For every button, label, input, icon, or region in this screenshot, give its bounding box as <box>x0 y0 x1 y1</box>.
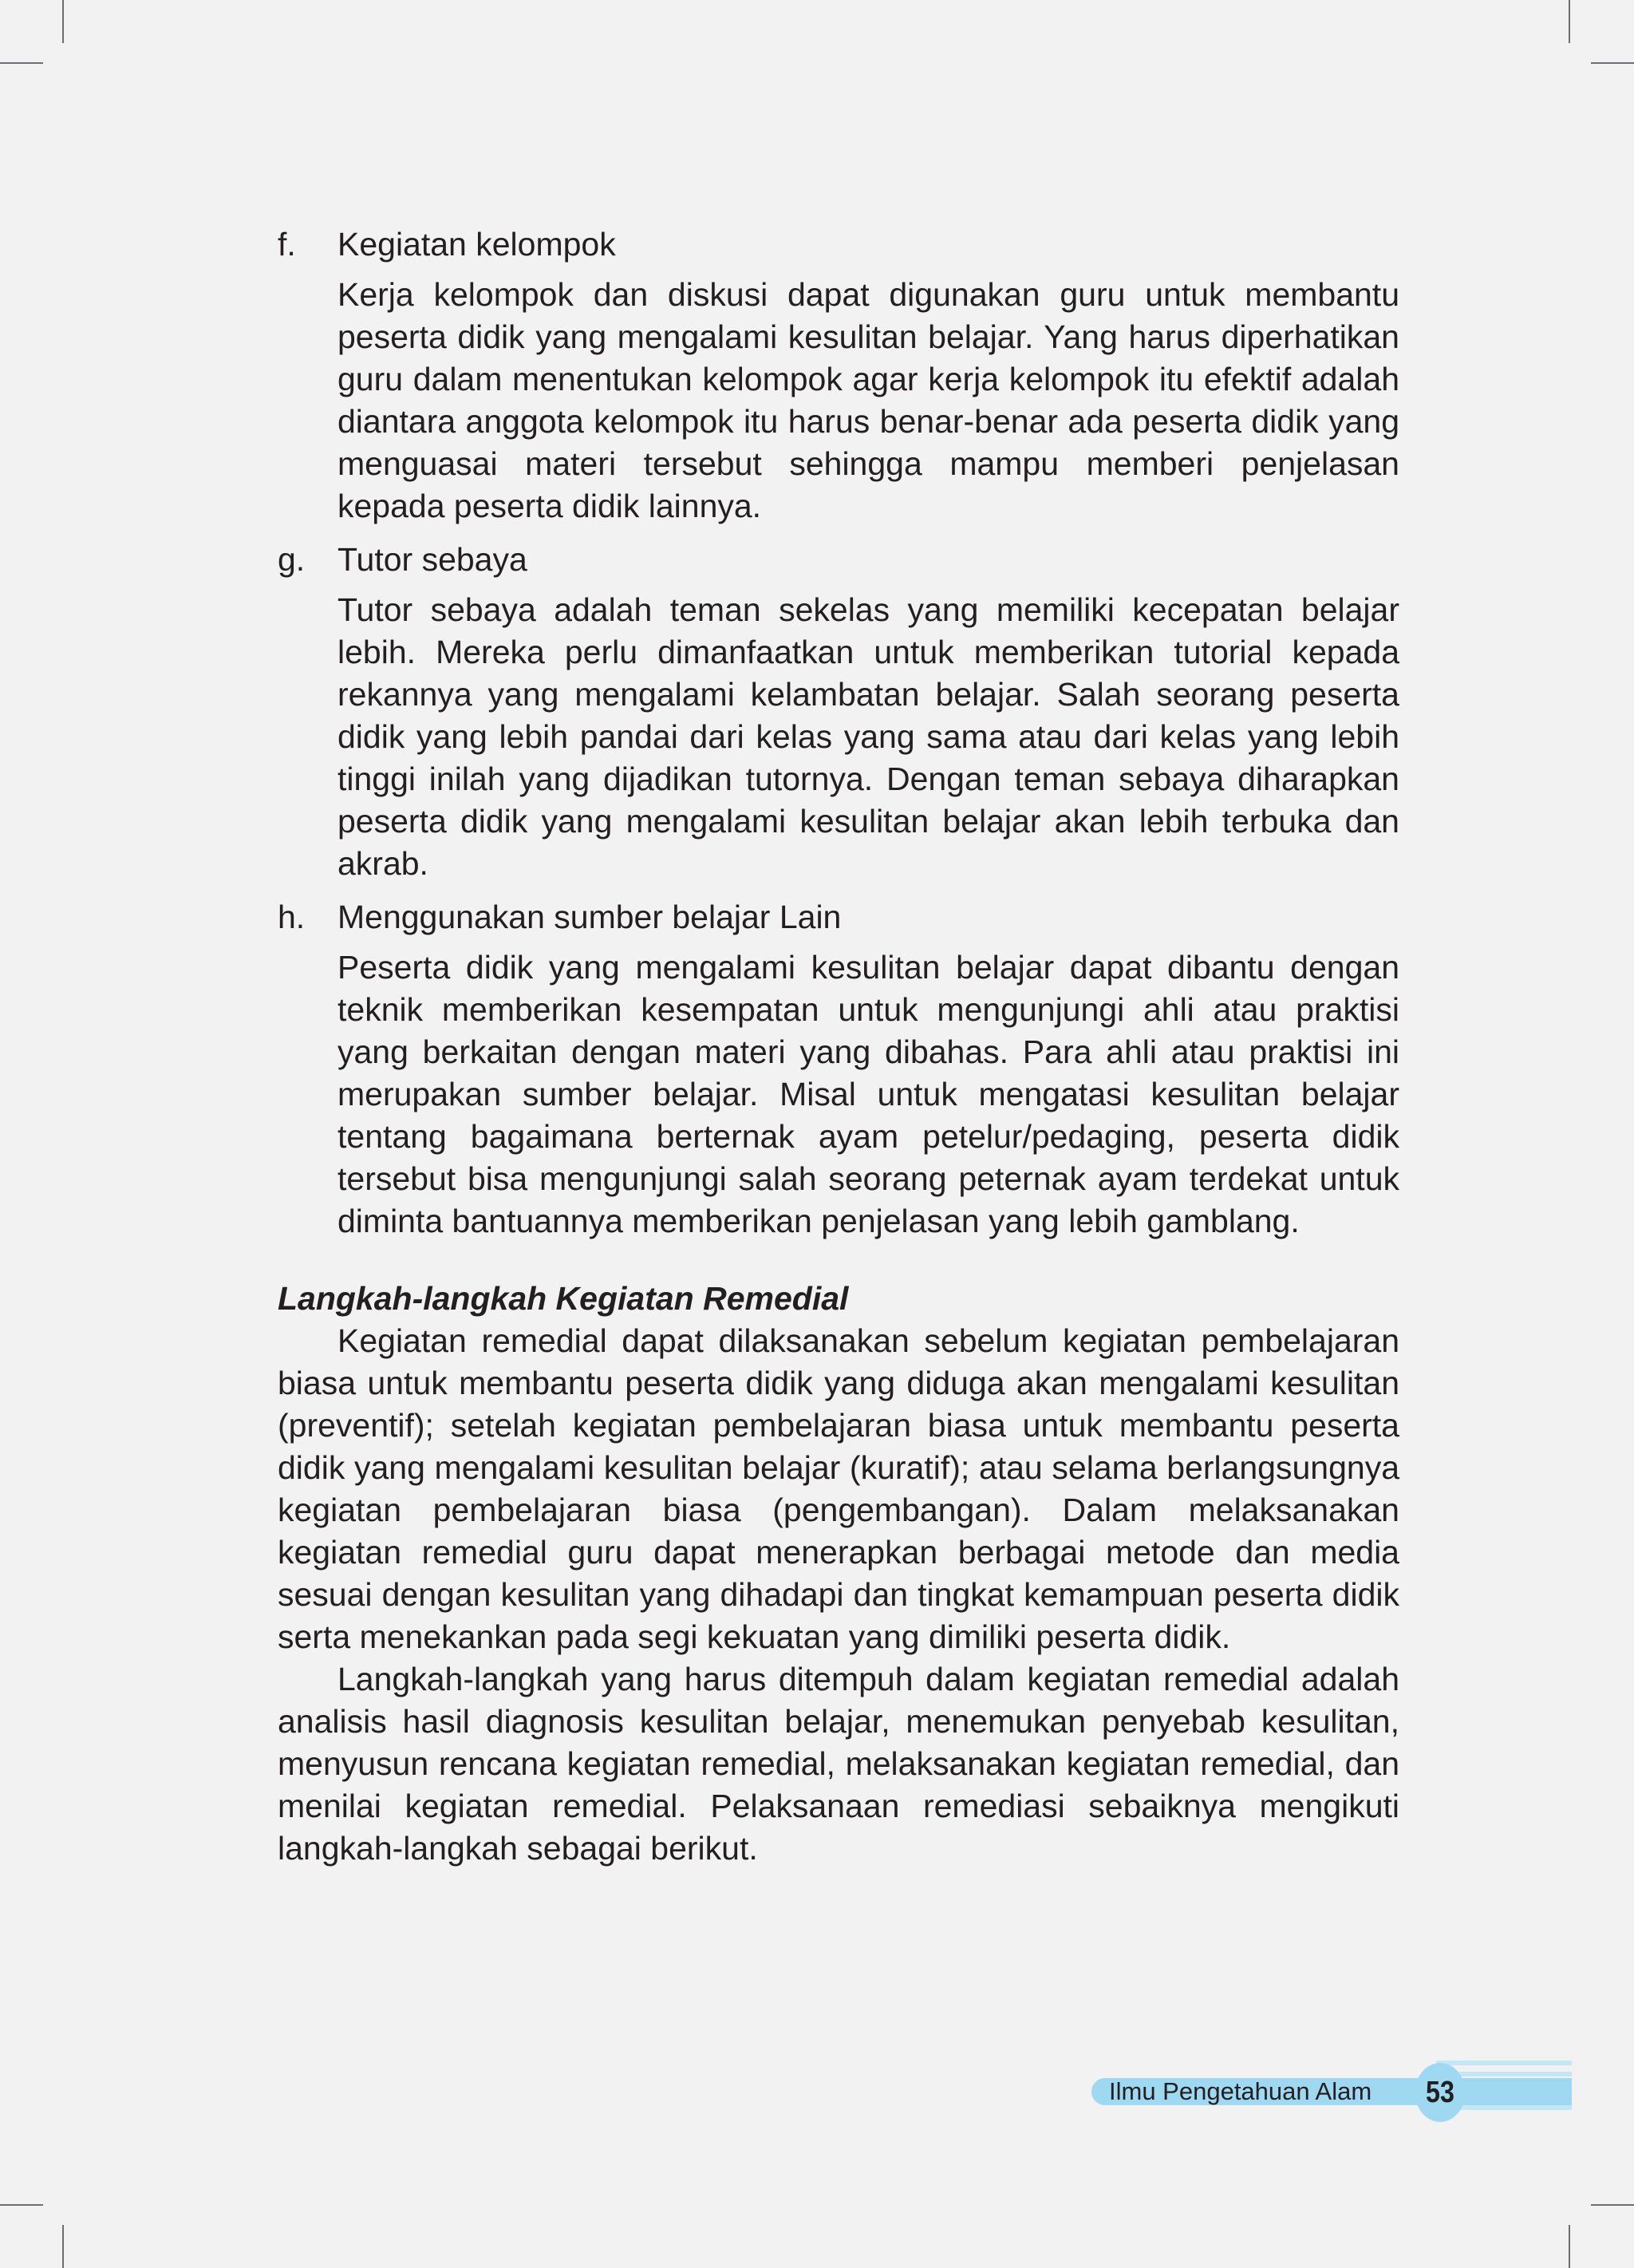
section-heading: Langkah-langkah Kegiatan Remedial <box>278 1280 849 1317</box>
crop-mark <box>1569 0 1570 43</box>
list-item-body: Tutor sebaya adalah teman sekelas yang memiliki kecepatan belajar lebih. Mereka perlu dimanfaatkan untuk memberikan tutorial kepada rekannya yang mengalami kelambatan belajar. Salah seorang peserta didik yang lebih pandai dari kelas yang sama atau dari kelas yang lebih tinggi inilah yang dijadikan tutornya. Dengan teman sebaya diharapkan peserta didik yang mengalami kesulitan belajar akan lebih terbuka dan akrab. <box>337 591 1399 882</box>
crop-mark <box>0 62 43 64</box>
crop-mark <box>62 0 64 43</box>
list-item-letter: g. <box>278 541 306 578</box>
list-item <box>278 539 1399 885</box>
list-item-body: Kerja kelompok dan diskusi dapat digunakan guru untuk membantu peserta didik yang mengalami kesulitan belajar. Yang harus diperhatikan guru dalam menentukan kelompok agar kerja kelompok itu efektif adalah diantara anggota kelompok itu harus benar-benar ada peserta didik yang menguasai materi tersebut sehingga mampu memberi penjelasan kepada peserta didik lainnya. <box>337 276 1399 524</box>
list-item-title: Menggunakan sumber belajar Lain <box>337 899 842 935</box>
section-paragraph: Langkah-langkah yang harus ditempuh dalam kegiatan remedial adalah analisis hasil diagnosis kesulitan belajar, menemukan penyebab kesulitan, menyusun rencana kegiatan remedial, melaksanakan kegiatan remedial, dan menilai kegiatan remedial. Pelaksanaan remediasi sebaiknya mengikuti langkah-langkah sebagai berikut. <box>278 1661 1399 1867</box>
crop-mark <box>1591 62 1634 64</box>
list-item <box>278 223 1399 527</box>
crop-mark <box>1569 2225 1570 2268</box>
crop-mark <box>1591 2204 1634 2206</box>
list-item <box>278 896 1399 1243</box>
list-item-letter: h. <box>278 899 306 935</box>
footer-book-title: Ilmu Pengetahuan Alam <box>1109 2077 1372 2105</box>
page-number: 53 <box>1415 2063 1466 2122</box>
crop-mark <box>62 2225 64 2268</box>
crop-mark <box>0 2204 43 2206</box>
list-item-letter: f. <box>278 226 296 263</box>
list-item-title: Tutor sebaya <box>337 541 527 578</box>
page-content <box>278 223 1399 1870</box>
list-item-title: Kegiatan kelompok <box>337 226 616 263</box>
section-paragraph: Kegiatan remedial dapat dilaksanakan sebelum kegiatan pembelajaran biasa untuk membantu peserta didik yang diduga akan mengalami kesulitan (preventif); setelah kegiatan pembelajaran biasa untuk membantu peserta didik yang mengalami kesulitan belajar (kuratif); atau selama berlangsungnya kegiatan pembelajaran biasa (pengembangan). Dalam melaksanakan kegiatan remedial guru dapat menerapkan berbagai metode dan media sesuai dengan kesulitan yang dihadapi dan tingkat kemampuan peserta didik serta menekankan pada segi kekuatan yang dimiliki peserta didik. <box>278 1322 1399 1655</box>
list-item-body: Peserta didik yang mengalami kesulitan belajar dapat dibantu dengan teknik memberikan kesempatan untuk mengunjungi ahli atau praktisi yang berkaitan dengan materi yang dibahas. Para ahli atau praktisi ini merupakan sumber belajar. Misal untuk mengatasi kesulitan belajar tentang bagaimana berternak ayam petelur/pedaging, peserta didik tersebut bisa mengunjungi salah seorang peternak ayam terdekat untuk diminta bantuannya memberikan penjelasan yang lebih gamblang. <box>337 949 1399 1239</box>
